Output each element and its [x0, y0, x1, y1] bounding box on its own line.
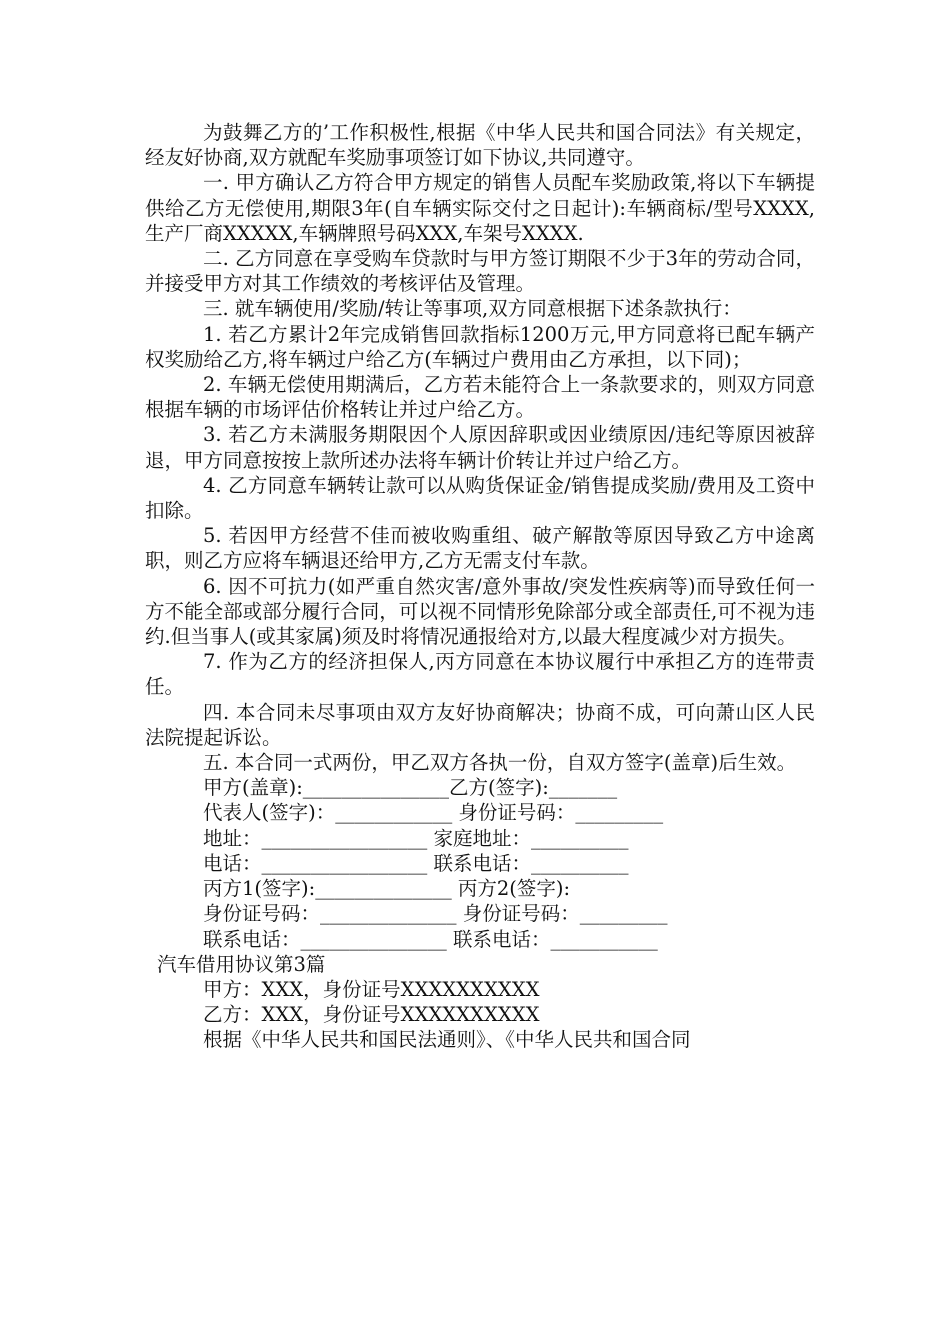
clause-3-paragraph: 三. 就车辆使用/奖励/转让等事项,双方同意根据下述条款执行：: [203, 297, 742, 321]
next-agreement-title: 汽车借用协议第3篇: [157, 952, 326, 976]
clause-1-paragraph: 一. 甲方确认乙方符合甲方规定的销售人员配车奖励政策,将以下车辆提供给乙方无偿使用,期限3年(自车辆实际交付之日起计):车辆商标/型号XXXX,生产厂商XXXXX,车辆牌照号码XXX,车架号XXXX.: [145, 171, 815, 245]
intro-paragraph: 为鼓舞乙方的’工作积极性,根据《中华人民共和国合同法》有关规定，经友好协商,双方就配车奖励事项签订如下协议,共同遵守。: [145, 121, 815, 170]
item-2-paragraph: 2. 车辆无偿使用期满后，乙方若未能符合上一条款要求的，则双方同意根据车辆的市场评估价格转让并过户给乙方。: [145, 373, 815, 422]
clause-4-paragraph: 四. 本合同未尽事项由双方友好协商解决；协商不成，可向萧山区人民法院提起诉讼。: [145, 700, 815, 749]
item-7-paragraph: 7. 作为乙方的经济担保人,丙方同意在本协议履行中承担乙方的连带责任。: [145, 650, 815, 699]
item-6-paragraph: 6. 因不可抗力(如严重自然灾害/意外事故/突发性疾病等)而导致任何一方不能全部或部分履行合同，可以视不同情形免除部分或全部责任,可不视为违约.但当事人(或其家属)须及时将情况通报给对方,以最大程度减少对方损失。: [145, 574, 815, 649]
next-party-b-line: 乙方：XXX，身份证号XXXXXXXXXX: [203, 1003, 540, 1027]
signature-line-address: 地址：_________________ 家庭地址：__________: [203, 826, 629, 850]
document-page: [145, 120, 815, 1053]
signature-line-phone: 电话：_________________ 联系电话：__________: [203, 851, 629, 875]
signature-line-party-a-b: 甲方(盖章):_______________乙方(签字):_______: [203, 776, 618, 800]
item-4-paragraph: 4. 乙方同意车辆转让款可以从购货保证金/销售提成奖励/费用及工资中扣除。: [145, 473, 815, 523]
item-5-paragraph: 5. 若因甲方经营不佳而被收购重组、破产解散等原因导致乙方中途离职，则乙方应将车辆退还给甲方,乙方无需支付车款。: [145, 524, 815, 573]
clause-5-paragraph: 五. 本合同一式两份，甲乙双方各执一份，自双方签字(盖章)后生效。: [203, 751, 797, 775]
next-party-a-line: 甲方：XXX，身份证号XXXXXXXXXX: [203, 977, 540, 1001]
signature-line-id-number: 身份证号码：______________ 身份证号码：_________: [203, 902, 668, 926]
next-intro-line: 根据《中华人民共和国民法通则》、《中华人民共和国合同: [203, 1028, 691, 1052]
signature-line-party-c: 丙方1(签字):______________ 丙方2(签字):: [203, 877, 571, 901]
signature-line-contact-phone: 联系电话：_______________ 联系电话：___________: [203, 927, 658, 951]
item-1-paragraph: 1. 若乙方累计2年完成销售回款指标1200万元,甲方同意将已配车辆产权奖励给乙方,将车辆过户给乙方(车辆过户费用由乙方承担，以下同)；: [145, 322, 815, 371]
item-3-paragraph: 3. 若乙方未满服务期限因个人原因辞职或因业绩原因/违纪等原因被辞退，甲方同意按按上款所述办法将车辆计价转让并过户给乙方。: [145, 423, 815, 472]
signature-line-representative: 代表人(签字)：____________ 身份证号码：_________: [203, 801, 664, 825]
clause-2-paragraph: 二. 乙方同意在享受购车贷款时与甲方签订期限不少于3年的劳动合同，并接受甲方对其工作绩效的考核评估及管理。: [145, 247, 815, 296]
